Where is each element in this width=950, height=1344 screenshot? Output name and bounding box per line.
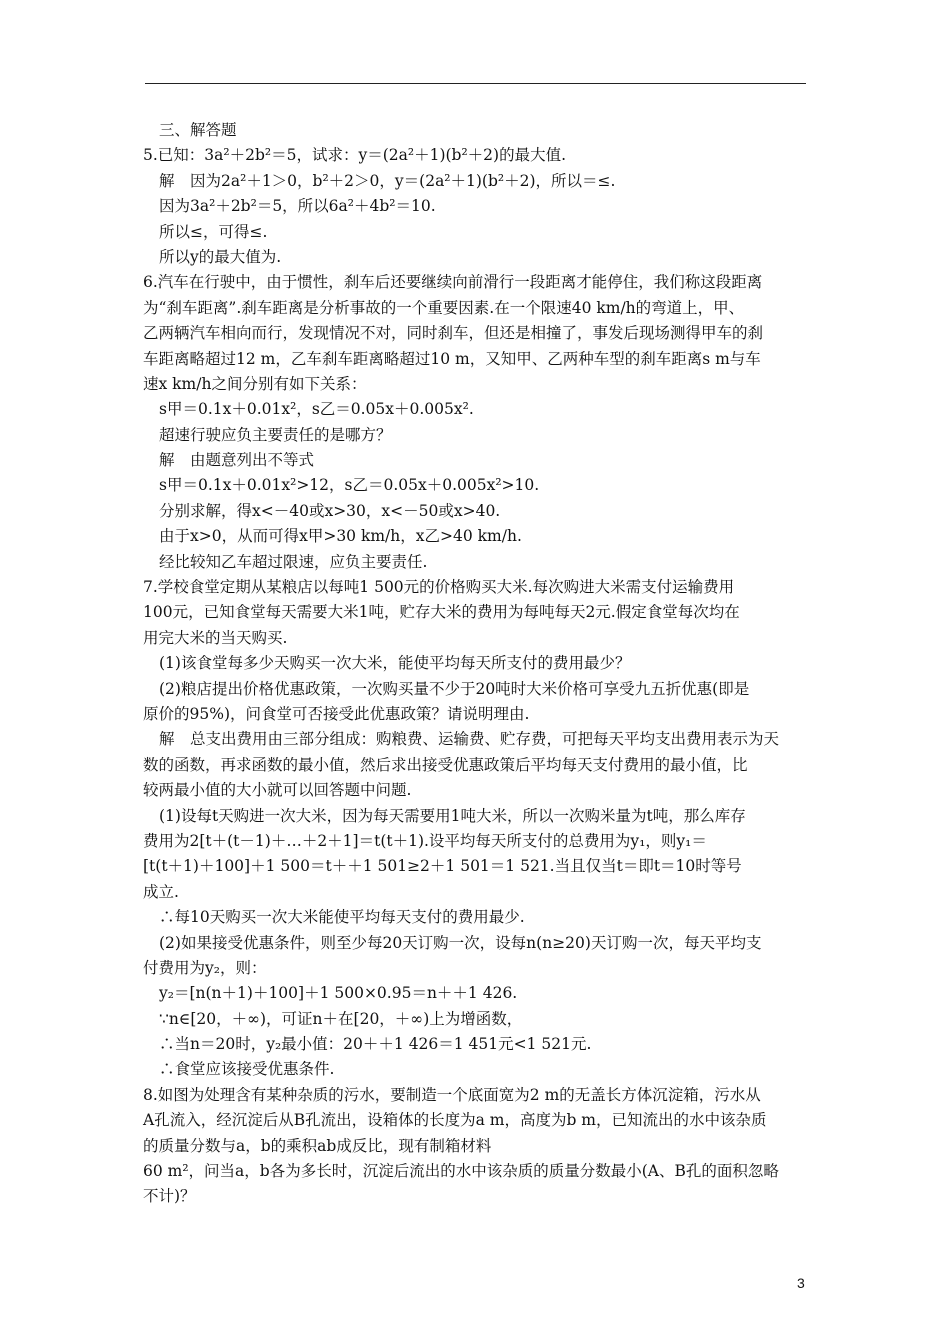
text-line: 由于x>0，从而可得x甲>30 km/h，x乙>40 km/h. xyxy=(159,527,522,546)
text-line: ∴食堂应该接受优惠条件. xyxy=(159,1060,335,1079)
page-number: 3 xyxy=(797,1275,805,1291)
text-line: 100元，已知食堂每天需要大米1吨，贮存大米的费用为每吨每天2元.假定食堂每次均在 xyxy=(143,603,740,622)
text-line: 车距离略超过12 m，乙车刹车距离略超过10 m，又知甲、乙两种车型的刹车距离s m与车 xyxy=(143,349,761,368)
text-line: 所以≤，可得≤. xyxy=(159,222,268,241)
text-line: 乙两辆汽车相向而行，发现情况不对，同时刹车，但还是相撞了，事发后现场测得甲车的刹 xyxy=(143,324,764,343)
text-line: 费用为2[t＋(t－1)＋…＋2＋1]＝t(t＋1).设平均每天所支付的总费用为y₁，则y₁＝ xyxy=(143,831,707,850)
section-heading: 三、解答题 xyxy=(159,121,237,139)
text-line: (1)设每t天购进一次大米，因为每天需要用1吨大米，所以一次购米量为t吨，那么库存 xyxy=(159,806,746,825)
text-line: 8.如图为处理含有某种杂质的污水，要制造一个底面宽为2 m的无盖长方体沉淀箱，污水从 xyxy=(143,1085,761,1104)
text-line: 解 因为2a²＋1＞0，b²＋2＞0，y＝(2a²＋1)(b²＋2)，所以＝≤. xyxy=(159,171,616,190)
text-line: 数的函数，再求函数的最小值，然后求出接受优惠政策后平均每天支付费用的最小值，比 xyxy=(143,755,748,774)
text-line: [t(t＋1)＋100]＋1 500＝t＋＋1 501≥2＋1 501＝1 521.当且仅当t＝即t＝10时等号 xyxy=(143,857,742,876)
text-line: 解 总支出费用由三部分组成：购粮费、运输费、贮存费，可把每天平均支出费用表示为天 xyxy=(159,730,780,749)
text-line: 解 由题意列出不等式 xyxy=(159,451,315,470)
text-line: 成立. xyxy=(143,882,179,901)
text-line: ∴每10天购买一次大米能使平均每天支付的费用最少. xyxy=(159,908,525,927)
document-body xyxy=(143,118,823,1210)
text-line: ∵n∈[20，＋∞)，可证n＋在[20，＋∞)上为增函数， xyxy=(159,1009,523,1028)
text-line: 6.汽车在行驶中，由于惯性，刹车后还要继续向前滑行一段距离才能停住，我们称这段距离 xyxy=(143,273,763,292)
text-line: 速x km/h之间分别有如下关系： xyxy=(143,374,367,393)
text-line: 经比较知乙车超过限速，应负主要责任. xyxy=(159,552,428,571)
text-line: 为“刹车距离”.刹车距离是分析事故的一个重要因素.在一个限速40 km/h的弯道上，甲、 xyxy=(143,298,745,317)
text-line: 5.已知：3a²＋2b²＝5，试求：y＝(2a²＋1)(b²＋2)的最大值. xyxy=(143,146,567,165)
text-line: 超速行驶应负主要责任的是哪方？ xyxy=(159,425,392,444)
text-line: s甲＝0.1x＋0.01x²>12，s乙＝0.05x＋0.005x²>10. xyxy=(159,476,540,495)
text-line: (1)该食堂每多少天购买一次大米，能使平均每天所支付的费用最少？ xyxy=(159,654,631,673)
text-line: 因为3a²＋2b²＝5，所以6a²＋4b²＝10. xyxy=(159,197,436,216)
text-line: y₂＝[n(n＋1)＋100]＋1 500×0.95＝n＋＋1 426. xyxy=(159,984,518,1003)
header-rule xyxy=(145,83,806,84)
text-lines xyxy=(143,143,823,1209)
text-line: 7.学校食堂定期从某粮店以每吨1 500元的价格购买大米.每次购进大米需支付运输费用 xyxy=(143,578,735,597)
text-line: 原价的95%)，问食堂可否接受此优惠政策？请说明理由. xyxy=(143,704,530,723)
text-line: (2)如果接受优惠条件，则至少每20天订购一次，设每n(n≥20)天订购一次，每天平均支 xyxy=(159,933,762,952)
text-line: 分别求解，得x<－40或x>30，x<－50或x>40. xyxy=(159,501,501,520)
text-line: 60 m²，问当a，b各为多长时，沉淀后流出的水中该杂质的质量分数最小(A、B孔的面积忽略 xyxy=(143,1162,779,1181)
text-line: 所以y的最大值为. xyxy=(159,247,282,266)
text-line: s甲＝0.1x＋0.01x²，s乙＝0.05x＋0.005x². xyxy=(159,400,474,419)
text-line: 用完大米的当天购买. xyxy=(143,628,288,647)
text-line: ∴当n＝20时，y₂最小值：20＋＋1 426＝1 451元<1 521元. xyxy=(159,1035,592,1054)
text-line: 不计)？ xyxy=(143,1187,196,1206)
text-line: 较两最小值的大小就可以回答题中问题. xyxy=(143,781,412,800)
text-line: 付费用为y₂，则： xyxy=(143,958,267,977)
text-line: A孔流入，经沉淀后从B孔流出，设箱体的长度为a m，高度为b m，已知流出的水中该杂质 xyxy=(143,1111,767,1130)
text-line: 的质量分数与a，b的乘积ab成反比，现有制箱材料 xyxy=(143,1136,492,1155)
text-line: (2)粮店提出价格优惠政策，一次购买量不少于20吨时大米价格可享受九五折优惠(即是 xyxy=(159,679,750,698)
